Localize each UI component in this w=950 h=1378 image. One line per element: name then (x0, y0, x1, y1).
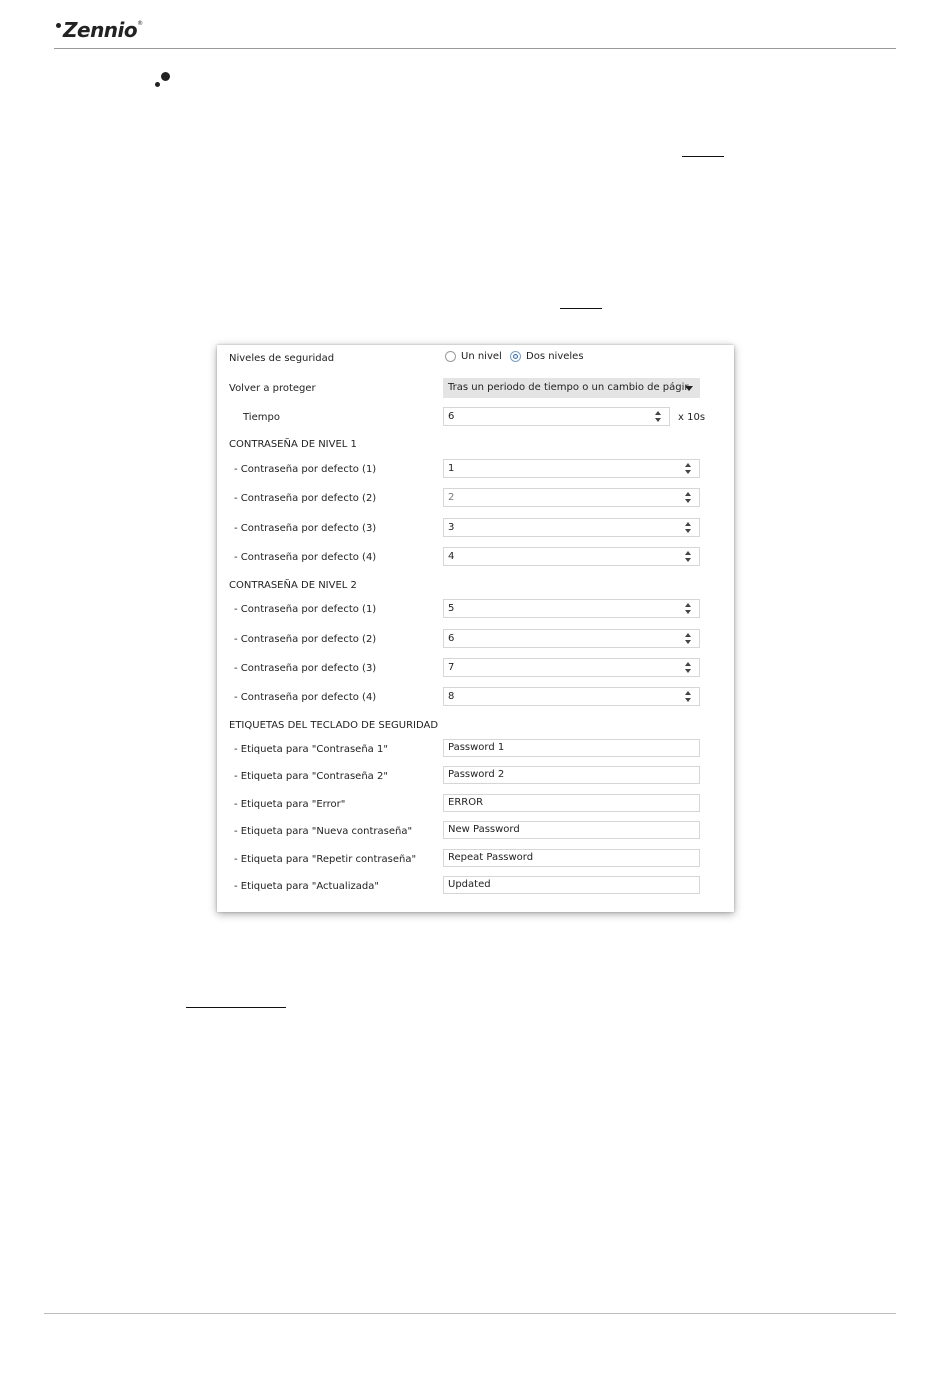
spinner-icon[interactable] (685, 462, 693, 475)
level1-password-row (217, 459, 734, 479)
label-updated-input[interactable]: Updated (443, 876, 700, 894)
level1-password-row (217, 518, 734, 538)
keypad-label-caption: - Etiqueta para "Contraseña 2" (234, 771, 388, 782)
radio-dos-niveles[interactable]: Dos niveles (510, 351, 584, 362)
time-row (217, 407, 734, 427)
keypad-label-row (217, 876, 734, 895)
keypad-label-caption: - Etiqueta para "Error" (234, 799, 346, 810)
level2-password-label: - Contraseña por defecto (3) (234, 663, 377, 674)
level1-password-3-input[interactable]: 3 (443, 518, 700, 537)
level2-password-row (217, 599, 734, 619)
keypad-label-row (217, 739, 734, 758)
level1-password-row (217, 547, 734, 567)
level1-password-label: - Contraseña por defecto (4) (234, 552, 377, 563)
time-stepper[interactable]: 6 (443, 407, 670, 426)
zennio-logo: Zennio® (56, 18, 143, 42)
underline-1 (682, 156, 724, 157)
level2-password-3-input[interactable]: 7 (443, 658, 700, 677)
keypad-label-caption: - Etiqueta para "Contraseña 1" (234, 744, 388, 755)
label-repeat-password-input[interactable]: Repeat Password (443, 849, 700, 867)
keypad-label-row (217, 849, 734, 868)
level1-password-2-input[interactable]: 2 (443, 488, 700, 507)
time-label: Tiempo (243, 412, 280, 423)
level1-password-4-input[interactable]: 4 (443, 547, 700, 566)
level2-password-row (217, 629, 734, 649)
level1-password-1-input[interactable]: 1 (443, 459, 700, 478)
underline-3 (186, 1007, 286, 1008)
level1-password-label: - Contraseña por defecto (3) (234, 523, 377, 534)
level2-password-1-input[interactable]: 5 (443, 599, 700, 618)
security-parameters-panel (217, 345, 734, 912)
label-error-input[interactable]: ERROR (443, 794, 700, 812)
level2-password-2-input[interactable]: 6 (443, 629, 700, 648)
relock-label: Volver a proteger (229, 383, 316, 394)
level1-password-label: - Contraseña por defecto (2) (234, 493, 377, 504)
spinner-icon[interactable] (685, 632, 693, 645)
level1-password-row (217, 488, 734, 508)
header-divider (54, 48, 896, 49)
bullet-dots-icon (153, 70, 173, 90)
footer-divider (44, 1313, 896, 1314)
spinner-icon[interactable] (685, 550, 693, 563)
level2-password-label: - Contraseña por defecto (4) (234, 692, 377, 703)
keypad-label-row (217, 766, 734, 785)
security-levels-label: Niveles de seguridad (229, 353, 335, 364)
chevron-down-icon (685, 386, 693, 391)
label-password-2-input[interactable]: Password 2 (443, 766, 700, 784)
keypad-label-row (217, 821, 734, 840)
section-level-2: CONTRASEÑA DE NIVEL 2 (229, 580, 357, 591)
section-keypad-labels: ETIQUETAS DEL TECLADO DE SEGURIDAD (229, 720, 439, 731)
spinner-icon[interactable] (685, 521, 693, 534)
spinner-icon[interactable] (685, 602, 693, 615)
underline-2 (560, 308, 602, 309)
spinner-icon[interactable] (685, 661, 693, 674)
level1-password-label: - Contraseña por defecto (1) (234, 464, 377, 475)
relock-row (217, 378, 734, 398)
security-levels-row (217, 345, 734, 369)
keypad-label-caption: - Etiqueta para "Repetir contraseña" (234, 854, 417, 865)
spinner-icon[interactable] (685, 491, 693, 504)
level2-password-row (217, 687, 734, 707)
time-unit: x 10s (678, 412, 706, 423)
label-new-password-input[interactable]: New Password (443, 821, 700, 839)
spinner-icon[interactable] (685, 690, 693, 703)
level2-password-row (217, 658, 734, 678)
radio-off-icon (445, 351, 456, 362)
radio-un-nivel[interactable]: Un nivel (445, 351, 502, 362)
level2-password-4-input[interactable]: 8 (443, 687, 700, 706)
keypad-label-caption: - Etiqueta para "Actualizada" (234, 881, 379, 892)
radio-on-icon (510, 351, 521, 362)
keypad-label-row (217, 794, 734, 813)
level2-password-label: - Contraseña por defecto (2) (234, 634, 377, 645)
keypad-label-caption: - Etiqueta para "Nueva contraseña" (234, 826, 413, 837)
relock-select[interactable]: Tras un periodo de tiempo o un cambio de págir (443, 378, 700, 398)
level2-password-label: - Contraseña por defecto (1) (234, 604, 377, 615)
label-password-1-input[interactable]: Password 1 (443, 739, 700, 757)
spinner-icon[interactable] (655, 410, 663, 423)
section-level-1: CONTRASEÑA DE NIVEL 1 (229, 439, 357, 450)
